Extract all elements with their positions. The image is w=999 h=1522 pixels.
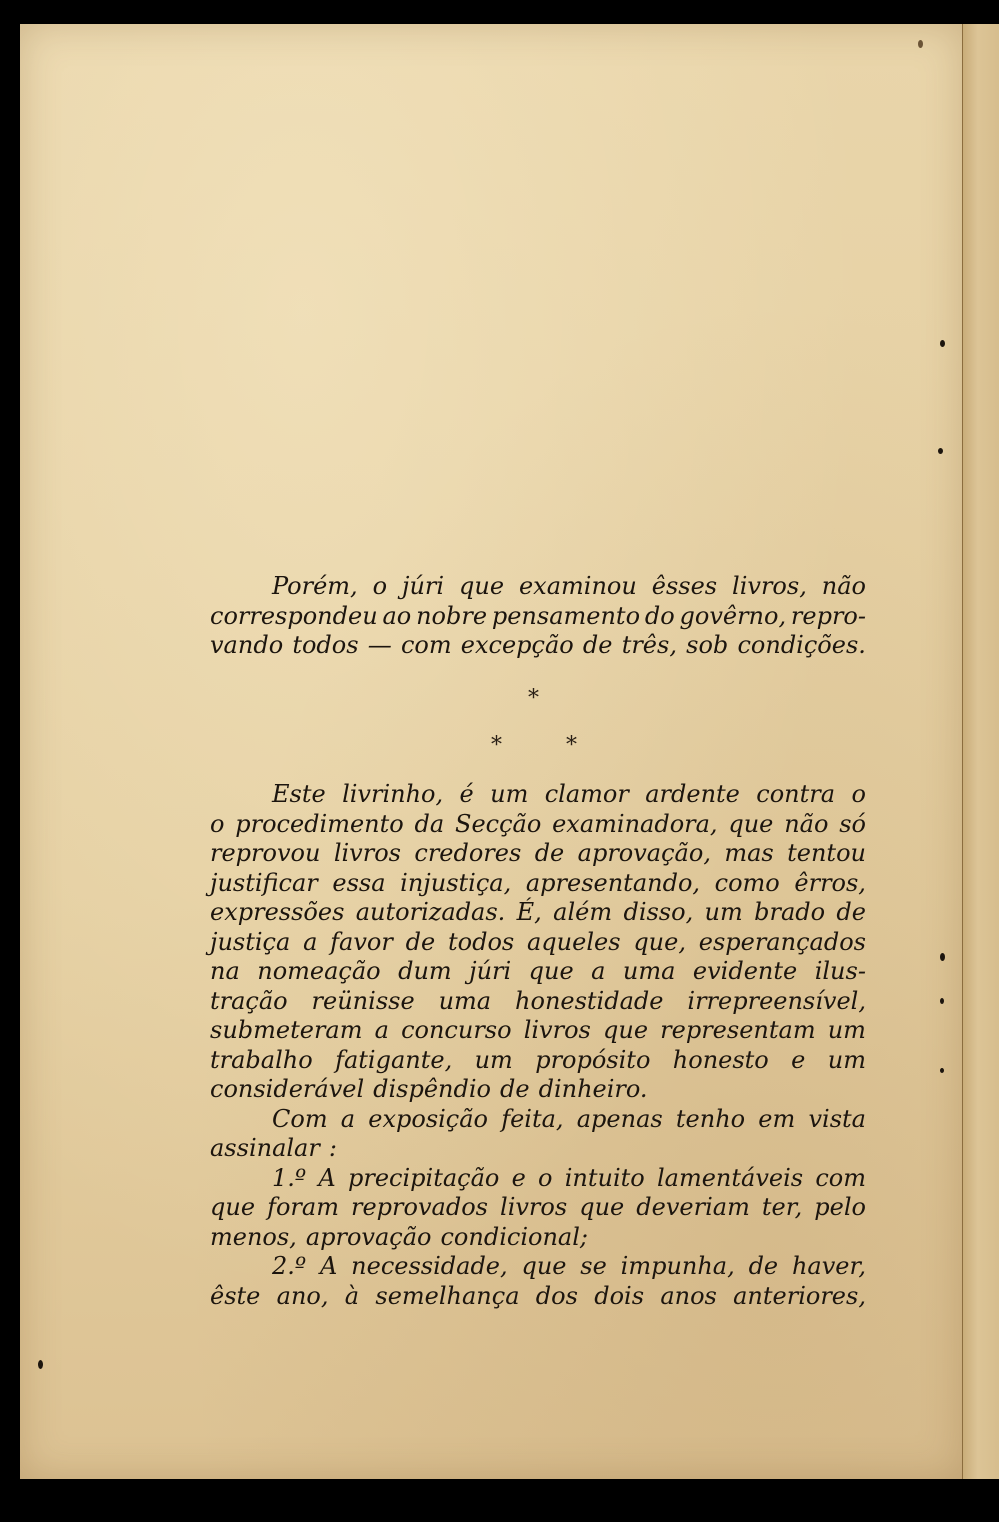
word: dois (594, 1281, 645, 1310)
word: e (791, 1045, 806, 1074)
separator-star-top: * (528, 686, 539, 711)
word: procedimento (235, 809, 404, 838)
word: ardente (645, 780, 740, 808)
word: vista (808, 1104, 866, 1133)
text-line (210, 1252, 866, 1282)
word: que, (633, 927, 686, 956)
ink-speck (938, 448, 943, 454)
separator-star-left: * (491, 733, 502, 758)
word: assinalar (210, 1134, 320, 1162)
word: impunha, (620, 1252, 735, 1280)
ink-speck (940, 998, 944, 1004)
word: semelhança (375, 1281, 520, 1310)
text-line (210, 987, 866, 1017)
word: de (534, 839, 565, 867)
word: dum (398, 957, 452, 985)
text-line (210, 1223, 866, 1253)
word: reprovados (351, 1193, 488, 1221)
word: êrros, (794, 868, 866, 897)
word: o (851, 780, 866, 808)
text-line (210, 1282, 866, 1312)
text-line (210, 957, 866, 987)
word: menos, (210, 1222, 297, 1251)
word: considerável (210, 1075, 365, 1103)
word: a (374, 1016, 389, 1044)
word: foram (267, 1193, 339, 1221)
word: irrepreensível, (687, 986, 866, 1015)
word: um (490, 780, 529, 808)
word: todos (292, 631, 359, 659)
word: uma (438, 986, 492, 1015)
word: mas (724, 839, 774, 867)
word: Secção (455, 809, 542, 838)
word: intuito (564, 1163, 645, 1192)
word: disso, (623, 898, 694, 926)
word: trabalho (210, 1045, 313, 1074)
word: que (603, 1016, 649, 1044)
word: a (591, 957, 606, 985)
word: lamentáveis (656, 1163, 804, 1192)
word: de (500, 1075, 530, 1103)
word: não (784, 809, 829, 838)
word: pelo (814, 1193, 866, 1221)
word: que (459, 572, 505, 600)
word: e (511, 1163, 526, 1192)
word: — (367, 631, 392, 659)
word: condições. (737, 631, 866, 659)
word: dos (535, 1281, 578, 1310)
word: exposição (368, 1104, 489, 1133)
word: propósito (535, 1045, 651, 1074)
word: todos (447, 927, 515, 956)
word: reünisse (311, 986, 415, 1015)
word: brado (754, 898, 826, 926)
word: examinadora, (552, 809, 718, 838)
word: que (728, 809, 774, 838)
word: livros, (732, 572, 807, 600)
word: de (582, 631, 613, 659)
word: fatigante, (335, 1045, 453, 1074)
word: aprovação, (577, 839, 711, 867)
word: apresentando, (525, 868, 701, 897)
word: um (704, 898, 743, 926)
text-line (210, 1046, 866, 1076)
word: que (579, 1193, 625, 1221)
word: tentou (787, 839, 866, 867)
text-line (210, 810, 866, 840)
word: anteriores, (733, 1281, 866, 1310)
word: ano, (276, 1281, 329, 1310)
word: da (414, 809, 445, 838)
text-line (210, 869, 866, 899)
word: sob (686, 631, 729, 659)
word: concurso (401, 1016, 512, 1044)
word: vando (210, 631, 284, 659)
word: como (714, 868, 780, 897)
paragraph-2 (210, 780, 866, 1311)
text-line (210, 780, 866, 810)
ink-speck (940, 340, 945, 347)
word: govêrno, (679, 601, 787, 630)
word: honestidade (515, 986, 664, 1015)
word: 2.º (272, 1252, 307, 1280)
word: condicional; (440, 1222, 588, 1251)
word: um (474, 1045, 513, 1074)
word: ao (382, 601, 412, 630)
word: : (328, 1134, 337, 1162)
word: essa (332, 868, 386, 897)
text-line (210, 631, 866, 661)
word: nobre (416, 601, 488, 630)
word: aprovação (305, 1222, 432, 1251)
word: nomeação (257, 957, 381, 985)
word: justificar (210, 868, 318, 897)
word: uma (622, 957, 676, 985)
word: haver, (791, 1252, 866, 1280)
separator-star-right: * (566, 733, 577, 758)
text-line (210, 1075, 866, 1105)
word: êste (210, 1281, 261, 1310)
word: ilus- (814, 957, 866, 985)
word: na (210, 957, 240, 985)
word: um (827, 1045, 866, 1074)
word: Com (272, 1104, 328, 1133)
word: correspondeu (210, 601, 378, 630)
text-line (210, 928, 866, 958)
word: A (318, 1163, 336, 1192)
text-line (210, 1016, 866, 1046)
word: Porém, (272, 572, 358, 600)
word: examinou (518, 572, 637, 600)
word: é (459, 780, 474, 808)
word: de (405, 927, 436, 956)
word: só (839, 809, 866, 838)
word: A (320, 1252, 338, 1280)
word: de (748, 1252, 779, 1280)
ink-speck (940, 953, 945, 961)
word: se (580, 1252, 607, 1280)
word: É, (516, 898, 542, 926)
text-line (210, 1134, 866, 1164)
word: representam (660, 1016, 816, 1044)
word: além (553, 898, 613, 926)
word: favor (330, 927, 393, 956)
text-line (210, 839, 866, 869)
word: justiça (210, 927, 291, 956)
word: reprovou (210, 839, 321, 867)
word: que (528, 957, 574, 985)
ink-speck (918, 40, 923, 48)
word: autorizadas. (355, 898, 506, 926)
word: três, (621, 631, 677, 659)
word: excepção (460, 631, 574, 659)
paragraph-1 (210, 572, 866, 661)
word: deveriam (636, 1193, 750, 1221)
word: júri (469, 957, 512, 985)
word: um (827, 1016, 866, 1044)
word: a (303, 927, 318, 956)
word: credores (414, 839, 522, 867)
word: expressões (210, 898, 345, 926)
word: com (815, 1163, 866, 1192)
word: esperançados (698, 927, 866, 956)
word: dinheiro. (538, 1075, 648, 1103)
word: contra (756, 780, 836, 808)
word: dispêndio (373, 1075, 491, 1103)
word: não (821, 572, 866, 600)
word: ter, (761, 1193, 803, 1221)
word: evidente (692, 957, 798, 985)
word: livrinho, (342, 780, 444, 808)
word: que (210, 1193, 256, 1221)
word: clamor (544, 780, 629, 808)
word: tenho (675, 1104, 746, 1133)
ink-speck (940, 1068, 944, 1073)
word: anos (660, 1281, 717, 1310)
word: livros (523, 1016, 591, 1044)
text-line (210, 602, 866, 632)
word: com (400, 631, 452, 659)
word: precipitação (348, 1163, 500, 1192)
word: o (372, 572, 388, 600)
text-line (210, 898, 866, 928)
word: apenas (576, 1104, 663, 1133)
word: tração (210, 986, 288, 1015)
word: pensamento (491, 601, 641, 630)
word: livros (333, 839, 401, 867)
text-line (210, 1164, 866, 1194)
word: o (538, 1163, 553, 1192)
word: júri (402, 572, 445, 600)
adjacent-page-edge (962, 24, 999, 1479)
word: à (344, 1281, 360, 1310)
word: Este (272, 780, 326, 808)
text-line (210, 1193, 866, 1223)
word: aqueles (527, 927, 621, 956)
word: o (210, 809, 225, 838)
ink-speck (38, 1360, 43, 1369)
text-line (210, 572, 866, 602)
word: honesto (672, 1045, 769, 1074)
word: necessidade, (351, 1252, 508, 1280)
word: repro- (790, 601, 866, 630)
word: em (758, 1104, 796, 1133)
text-line (210, 1105, 866, 1135)
word: submeteram (210, 1016, 363, 1044)
word: 1.º (272, 1163, 307, 1192)
word: êsses (651, 572, 718, 600)
word: do (644, 601, 675, 630)
word: feita, (501, 1104, 564, 1133)
word: injustiça, (400, 868, 512, 897)
word: livros (500, 1193, 568, 1221)
word: de (836, 898, 866, 926)
word: a (340, 1104, 356, 1133)
word: que (521, 1252, 567, 1280)
